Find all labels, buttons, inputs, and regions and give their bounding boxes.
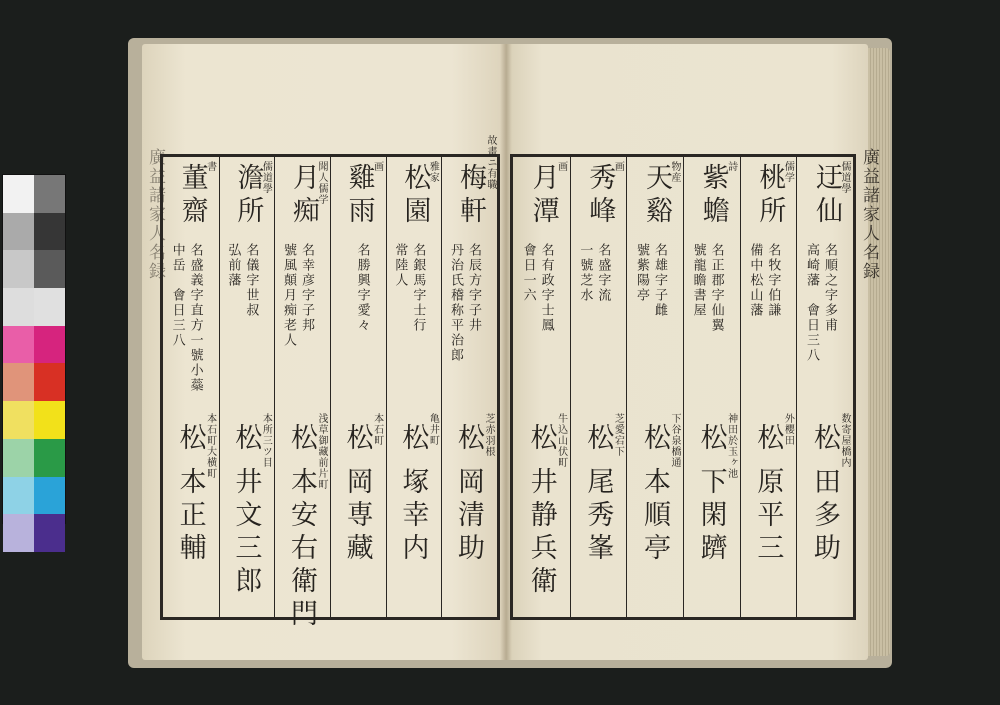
checker-patch (34, 288, 65, 326)
entry-name: 天谿 (641, 163, 672, 229)
entry-name: 澹所 (232, 163, 264, 229)
entry-family-name: 松 (809, 423, 840, 456)
entry-name: 迂仙 (811, 163, 842, 229)
entry-category: 儒学 (782, 161, 794, 183)
entry-given-name: 本安右衛門 (286, 467, 317, 632)
entry-detail-2: 號龍瞻書屋 (690, 243, 706, 318)
right-table (510, 154, 856, 620)
checker-patch (3, 213, 34, 251)
entry-address: 亀井町 (427, 413, 439, 446)
entry-detail: 名正郡字仙翼 (708, 243, 724, 333)
entry-detail-2: 號紫陽亭 (634, 243, 649, 303)
entry-detail: 名盛字流 (595, 243, 611, 303)
entry-given-name: 田多助 (809, 467, 840, 566)
entry-address: 数寄屋橋内 (839, 413, 850, 468)
entry-detail-2: 一號芝水 (577, 243, 593, 303)
column-rule (386, 157, 387, 617)
running-title: 廣益諸家人名録 (859, 148, 879, 281)
entry-category: 詩 (725, 161, 737, 172)
entry-category: 画 (612, 161, 624, 172)
entry-detail: 名銀馬字士行 (410, 243, 426, 333)
entry-address: 芝赤羽根 (483, 413, 494, 457)
column-rule (441, 157, 442, 617)
entry-detail: 名儀字世叔 (243, 243, 259, 318)
entry-detail: 名有政字士鳳 (538, 243, 554, 333)
entry-address: 牛込山伏町 (555, 413, 567, 468)
entry-name: 秀峰 (584, 163, 616, 229)
entry-category: 書 (204, 161, 216, 172)
entry-category: 聞人儒学 (316, 161, 327, 205)
checker-patch (34, 326, 65, 364)
entry-detail-2: 高崎藩 會日三八 (804, 243, 819, 363)
entry-given-name: 塚幸内 (397, 467, 429, 566)
entry-given-name: 本正輔 (174, 467, 206, 566)
entry-address: 本所三ツ目 (260, 413, 272, 468)
entry-detail-2: 丹治氏稽称平治郎 (448, 243, 463, 363)
entry-given-name: 尾秀峯 (582, 467, 614, 566)
column-rule (330, 157, 331, 617)
column-rule (796, 157, 797, 617)
entry-family-name: 松 (639, 423, 670, 456)
checker-patch (3, 175, 34, 213)
entry-detail: 名牧字伯謙 (765, 243, 781, 318)
entry-family-name: 松 (174, 423, 206, 456)
checker-patch (34, 363, 65, 401)
left-table (160, 135, 500, 632)
entry-category: 画 (371, 161, 383, 172)
checker-patch (34, 175, 65, 213)
entry-detail: 名雄字子雌 (652, 243, 667, 318)
entry-family-name: 松 (230, 423, 262, 456)
entry-given-name: 原平三 (752, 467, 784, 566)
checker-patch (3, 326, 34, 364)
entry-detail: 名勝興字愛々 (354, 243, 370, 333)
column-rule (683, 157, 684, 617)
entry-address: 芝愛宕下 (612, 413, 624, 457)
entry-given-name: 下閑躋 (695, 467, 727, 566)
entry-given-name: 岡専藏 (341, 467, 373, 566)
entry-family-name: 松 (286, 423, 317, 456)
entry-category: 雅家 (427, 161, 439, 183)
color-checker (3, 175, 65, 523)
entry-detail: 名辰方字子井 (466, 243, 481, 333)
entry-address: 本石町大横町 (204, 413, 216, 479)
column-rule (570, 157, 571, 617)
checker-patch (34, 250, 65, 288)
entry-address: 浅草御藏前片町 (316, 413, 327, 490)
entry-family-name: 松 (397, 423, 429, 456)
entry-address: 本石町 (371, 413, 383, 446)
entry-given-name: 井静兵衛 (525, 467, 557, 599)
entry-family-name: 松 (453, 423, 484, 456)
entry-family-name: 松 (341, 423, 373, 456)
entry-name: 月潭 (527, 163, 559, 229)
entry-category: 物産 (669, 161, 680, 183)
entry-family-name: 松 (525, 423, 557, 456)
checker-patch (3, 363, 34, 401)
entry-name: 梅軒 (455, 163, 486, 229)
entry-address: 下谷泉橋通 (669, 413, 680, 468)
entry-detail-2: 中岳 會日三八 (169, 243, 185, 348)
entry-category: 画 (555, 161, 567, 172)
entry-given-name: 本順亭 (639, 467, 670, 566)
running-title-left: 廣益諸家人名録 (145, 148, 165, 281)
checker-patch (34, 477, 65, 515)
entry-given-name: 岡清助 (453, 467, 484, 566)
entry-detail: 名盛義字直方一號小蘂 (187, 243, 203, 393)
entry-detail: 名幸彦字子邦 (299, 243, 314, 333)
entry-name: 松園 (399, 163, 431, 229)
checker-patch (3, 401, 34, 439)
entry-given-name: 井文三郎 (230, 467, 262, 599)
checker-patch (34, 439, 65, 477)
entry-family-name: 松 (695, 423, 727, 456)
open-book (128, 38, 892, 668)
checker-patch (34, 401, 65, 439)
column-rule (626, 157, 627, 617)
entry-name: 雞雨 (343, 163, 375, 229)
checker-patch (34, 514, 65, 552)
entry-detail-2: 弘前藩 (225, 243, 241, 288)
entry-detail-2: 備中松山藩 (747, 243, 763, 318)
column-rule (219, 157, 220, 617)
column-rule (740, 157, 741, 617)
checker-patch (3, 439, 34, 477)
entry-detail: 名順之字多甫 (822, 243, 837, 333)
entry-detail-2: 號風顛月痴老人 (281, 243, 296, 348)
entry-name: 桃所 (754, 163, 786, 229)
entry-address: 神田於玉ヶ池 (725, 413, 737, 479)
checker-patch (3, 250, 34, 288)
entry-detail-2: 常陸人 (392, 243, 408, 288)
entry-name: 紫蟾 (697, 163, 729, 229)
entry-detail-2: 會日一六 (520, 243, 536, 303)
checker-patch (34, 213, 65, 251)
page-note: 故畫ニ有職 (485, 135, 496, 190)
checker-patch (3, 288, 34, 326)
entry-family-name: 松 (752, 423, 784, 456)
page-edges (868, 48, 890, 656)
checker-patch (3, 514, 34, 552)
entry-category: 儒道學 (839, 161, 850, 194)
checker-patch (3, 477, 34, 515)
entry-address: 外櫻田 (782, 413, 794, 446)
column-rule (274, 157, 275, 617)
entry-name: 月痴 (288, 163, 319, 229)
entry-family-name: 松 (582, 423, 614, 456)
entry-category: 儒道學 (260, 161, 272, 194)
entry-name: 董齋 (176, 163, 208, 229)
